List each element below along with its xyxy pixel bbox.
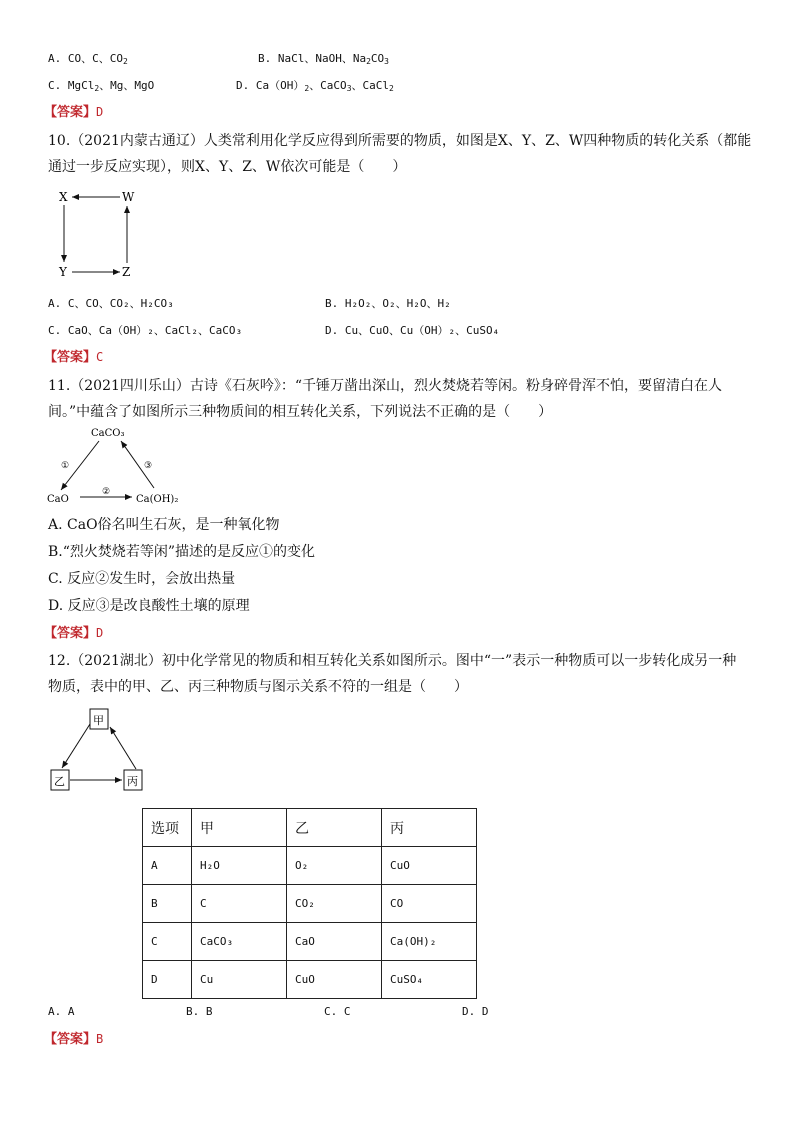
q11-node-caoh2: Ca(OH)₂ xyxy=(136,494,179,505)
table-cell: CuO xyxy=(382,847,477,885)
table-header-cell: 乙 xyxy=(287,809,382,847)
table-header-cell: 丙 xyxy=(382,809,477,847)
table-cell: CO xyxy=(382,885,477,923)
q9-option-c: C. MgCl$_2$、Mg、MgO xyxy=(48,79,155,93)
table-cell: C xyxy=(143,923,192,961)
q11-stem-line1: 11.（2021四川乐山）古诗《石灰吟》：“千锤万凿出深山，烈火焚烧若等闲。粉身碎骨浑不怕，要留清白在人 xyxy=(48,378,723,394)
q9-option-b: B. NaCl、NaOH、$Na_2CO_3$ xyxy=(258,52,389,66)
table-cell: O₂ xyxy=(287,847,382,885)
table-header-row xyxy=(143,809,477,847)
q11-label-2: ② xyxy=(102,487,111,497)
table-cell: CaO xyxy=(287,923,382,961)
q11-node-caco3: CaCO₃ xyxy=(91,428,125,439)
table-cell: A xyxy=(143,847,192,885)
q10-stem-line1: 10.（2021内蒙古通辽）人类常利用化学反应得到所需要的物质，如图是X、Y、Z、W四种物质的转化关系（都能 xyxy=(48,133,752,149)
q11-option-d: D. 反应③是改良酸性土壤的原理 xyxy=(48,598,250,614)
table-cell: H₂O xyxy=(192,847,287,885)
q10-node-z: Z xyxy=(122,265,131,279)
table-cell: Cu xyxy=(192,961,287,999)
q12-diagram xyxy=(48,704,148,794)
table-cell: CuO xyxy=(287,961,382,999)
q12-option-a: A. A xyxy=(48,1005,75,1018)
q12-stem-line2: 物质，表中的甲、乙、丙三种物质与图示关系不符的一组是（ ） xyxy=(48,679,468,695)
q11-option-b: B.“烈火焚烧若等闲”描述的是反应①的变化 xyxy=(48,544,316,560)
q12-arrow-jia-yi xyxy=(62,724,90,768)
q12-answer: 【答案】B xyxy=(44,1032,104,1047)
q10-option-b: B. H₂O₂、O₂、H₂O、H₂ xyxy=(325,297,451,310)
q10-node-y: Y xyxy=(59,265,67,279)
q9-answer: 【答案】D xyxy=(44,105,104,120)
q12-node-jia: 甲 xyxy=(93,714,104,727)
table-cell: CO₂ xyxy=(287,885,382,923)
table-cell: D xyxy=(143,961,192,999)
q11-node-cao: CaO xyxy=(47,494,69,505)
q12-node-bing: 丙 xyxy=(127,775,138,788)
q12-options-table xyxy=(142,808,477,999)
table-row xyxy=(143,961,477,999)
q10-option-c: C. CaO、Ca（OH）₂、CaCl₂、CaCO₃ xyxy=(48,324,243,337)
q10-option-a: A. C、CO、CO₂、H₂CO₃ xyxy=(48,297,174,310)
q11-label-3: ③ xyxy=(144,461,153,471)
q11-label-1: ① xyxy=(61,461,70,471)
table-header-cell: 甲 xyxy=(192,809,287,847)
q11-stem-line2: 间。”中蕴含了如图所示三种物质间的相互转化关系，下列说法不正确的是（ ） xyxy=(48,404,553,420)
q11-answer: 【答案】D xyxy=(44,626,104,641)
q9-option-a: A. CO、C、$CO_2$ xyxy=(48,52,128,66)
table-cell: CaCO₃ xyxy=(192,923,287,961)
table-row xyxy=(143,923,477,961)
table-cell: Ca(OH)₂ xyxy=(382,923,477,961)
q10-node-w: W xyxy=(122,190,135,204)
q12-arrow-bing-jia xyxy=(110,727,136,769)
q12-option-c: C. C xyxy=(324,1005,351,1018)
q10-stem-line2: 通过一步反应实现），则X、Y、Z、W依次可能是（ ） xyxy=(48,159,407,175)
q11-option-a: A. CaO俗名叫生石灰，是一种氧化物 xyxy=(48,517,280,533)
q10-node-x: X xyxy=(59,190,68,204)
q11-option-c: C. 反应②发生时，会放出热量 xyxy=(48,571,236,587)
table-row xyxy=(143,885,477,923)
table-cell: C xyxy=(192,885,287,923)
q11-diagram xyxy=(44,424,194,510)
table-cell: B xyxy=(143,885,192,923)
table-row xyxy=(143,847,477,885)
q12-stem-line1: 12.（2021湖北）初中化学常见的物质和相互转化关系如图所示。图中“一”表示一种物质可以一步转化成另一种 xyxy=(48,653,737,669)
q9-option-d: D. $Ca(OH)_2$、CaCO$_3$、CaCl$_2$ xyxy=(236,79,394,93)
q12-node-yi: 乙 xyxy=(54,775,65,788)
q10-diagram xyxy=(52,186,152,282)
q12-option-d: D. D xyxy=(462,1005,489,1018)
table-cell: CuSO₄ xyxy=(382,961,477,999)
table-header-cell: 选项 xyxy=(143,809,192,847)
q10-answer: 【答案】C xyxy=(44,350,104,365)
q12-option-b: B. B xyxy=(186,1005,213,1018)
q10-option-d: D. Cu、CuO、Cu（OH）₂、CuSO₄ xyxy=(325,324,500,337)
